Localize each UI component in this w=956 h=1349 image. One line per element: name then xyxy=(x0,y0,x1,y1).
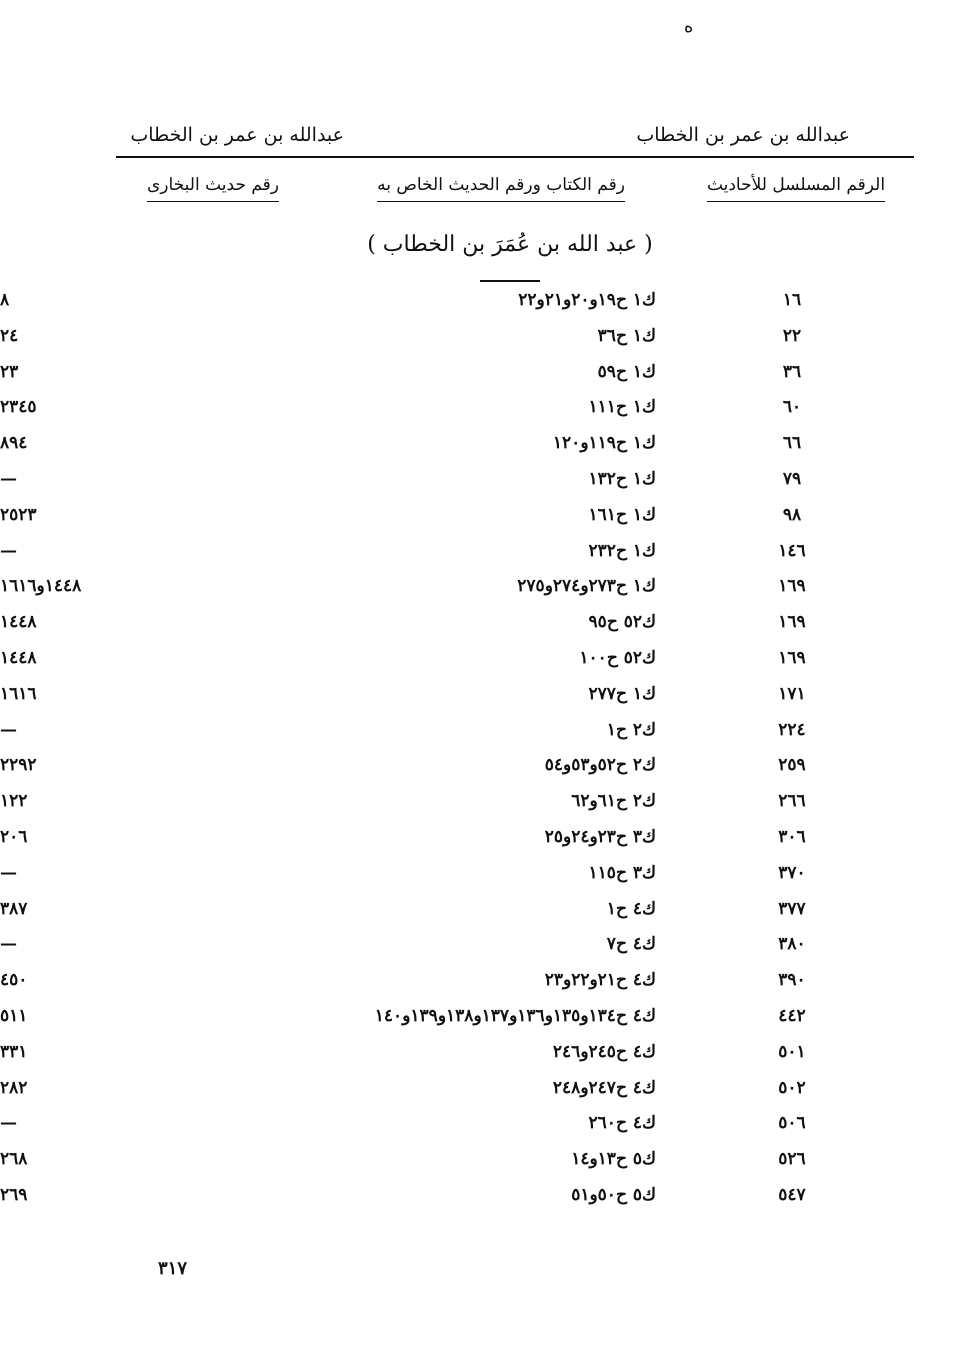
bukhari-number-cell: ٢٦٩ xyxy=(0,1185,28,1205)
bukhari-number-cell: ٢٣ xyxy=(0,361,19,382)
book-ref-cell: ك٤ ح٢٤٧و٢٤٨ xyxy=(552,1077,656,1098)
table-row xyxy=(0,362,956,392)
table-row xyxy=(0,1042,956,1072)
serial-number-cell: ١٦٩ xyxy=(778,612,806,633)
table-row xyxy=(0,899,956,929)
table-row xyxy=(0,1113,956,1143)
header-rule xyxy=(116,156,914,158)
book-ref-cell: ك١ ح١١٩و١٢٠ xyxy=(552,433,656,454)
book-ref-cell: ك١ ح١٩و٢٠و٢١و٢٢ xyxy=(518,290,656,310)
table-row xyxy=(0,541,956,571)
book-ref-cell: ك١ ح١١١ xyxy=(588,397,656,418)
book-ref-cell: ك٢ ح١ xyxy=(606,719,656,740)
bukhari-number-cell: ١٦١٦ xyxy=(0,683,37,704)
top-mark: ه xyxy=(684,16,694,37)
bukhari-number-cell: ٨ xyxy=(0,290,10,310)
column-header-serial xyxy=(706,175,886,202)
serial-number-cell: ١٧١ xyxy=(778,683,806,704)
table-row xyxy=(0,1185,956,1215)
column-header-bukhari-label: رقم حديث البخارى xyxy=(147,175,279,202)
serial-number-cell: ٦٦ xyxy=(782,433,802,454)
table-row xyxy=(0,433,956,463)
bukhari-number-cell: ٢٦٨ xyxy=(0,1149,28,1170)
serial-number-cell: ٢٢٤ xyxy=(778,719,806,740)
table-row xyxy=(0,290,956,320)
serial-number-cell: ٤٤٢ xyxy=(778,1006,806,1026)
bukhari-number-cell: ٢٤ xyxy=(0,325,19,346)
book-ref-cell: ك١ ح١٣٢ xyxy=(588,469,656,489)
bukhari-number-cell: — xyxy=(0,719,17,740)
running-head-left: عبدالله بن عمر بن الخطاب xyxy=(130,124,344,146)
bukhari-number-cell: ١٤٤٨و١٦١٦ xyxy=(0,576,82,597)
bukhari-number-cell: ٢٥٢٣ xyxy=(0,504,37,525)
bukhari-number-cell: ٣٨٧ xyxy=(0,898,28,919)
serial-number-cell: ١٤٦ xyxy=(778,540,806,561)
column-header-book-ref xyxy=(368,175,634,202)
book-ref-cell: ك٤ ح٢٤٥و٢٤٦ xyxy=(552,1041,656,1062)
book-ref-cell: ك٢ ح٦١و٦٢ xyxy=(571,791,656,812)
page-number: ٣١٧ xyxy=(158,1258,188,1279)
bukhari-number-cell: — xyxy=(0,469,17,489)
table-row xyxy=(0,1149,956,1179)
book-ref-cell: ك٥ ح٥٠و٥١ xyxy=(571,1185,656,1205)
table-row xyxy=(0,791,956,821)
table-row xyxy=(0,576,956,606)
book-ref-cell: ك٣ ح٢٣و٢٤و٢٥ xyxy=(544,827,656,847)
serial-number-cell: ٣٠٦ xyxy=(778,827,806,847)
book-ref-cell: ك١ ح٣٦ xyxy=(597,325,656,346)
bukhari-number-cell: ١٤٤٨ xyxy=(0,612,37,633)
book-ref-cell: ك٣ ح١١٥ xyxy=(588,862,656,883)
bukhari-number-cell: — xyxy=(0,862,17,883)
bukhari-number-cell: ١٢٢ xyxy=(0,791,28,812)
serial-number-cell: ١٦ xyxy=(782,290,802,310)
bukhari-number-cell: ٨٩٤ xyxy=(0,433,28,454)
book-ref-cell: ك٤ ح٢٦٠ xyxy=(588,1113,656,1134)
bukhari-number-cell: ٢٠٦ xyxy=(0,827,28,847)
book-ref-cell: ك١ ح٥٩ xyxy=(597,361,656,382)
table-row xyxy=(0,1006,956,1036)
running-head-right: عبدالله بن عمر بن الخطاب xyxy=(636,124,850,146)
book-ref-cell: ك٤ ح١٣٤و١٣٥و١٣٦و١٣٧و١٣٨و١٣٩و١٤٠ xyxy=(374,1006,656,1026)
book-ref-cell: ك١ ح٢٧٧ xyxy=(588,683,656,704)
serial-number-cell: ١٦٩ xyxy=(778,648,806,668)
bukhari-number-cell: ٣٣١ xyxy=(0,1041,28,1062)
bukhari-number-cell: — xyxy=(0,540,17,561)
book-ref-cell: ك٥٢ ح٩٥ xyxy=(588,612,656,633)
table-row xyxy=(0,863,956,893)
book-ref-cell: ك٤ ح٧ xyxy=(606,934,656,955)
table-row xyxy=(0,970,956,1000)
table-row xyxy=(0,469,956,499)
serial-number-cell: ٦٠ xyxy=(782,397,802,418)
serial-number-cell: ٥٠٢ xyxy=(778,1077,806,1098)
serial-number-cell: ٢٥٩ xyxy=(778,755,806,776)
section-title: ( عبد الله بن عُمَرَ بن الخطاب ) xyxy=(367,232,653,257)
column-header-book-ref-label: رقم الكتاب ورقم الحديث الخاص به xyxy=(377,175,625,202)
column-header-bukhari xyxy=(140,175,286,202)
table-row xyxy=(0,648,956,678)
bukhari-number-cell: ١٤٤٨ xyxy=(0,648,37,668)
serial-number-cell: ٣٨٠ xyxy=(778,934,806,955)
table-row xyxy=(0,397,956,427)
bukhari-number-cell: ٤٥٠ xyxy=(0,970,28,991)
bukhari-number-cell: — xyxy=(0,934,17,955)
serial-number-cell: ٢٢ xyxy=(782,325,802,346)
bukhari-number-cell: ٢٨٢ xyxy=(0,1077,28,1098)
serial-number-cell: ٣٧٠ xyxy=(778,862,806,883)
table-row xyxy=(0,827,956,857)
serial-number-cell: ١٦٩ xyxy=(778,576,806,597)
bukhari-number-cell: — xyxy=(0,1113,17,1134)
book-ref-cell: ك١ ح٢٣٢ xyxy=(588,540,656,561)
table-row xyxy=(0,326,956,356)
serial-number-cell: ٥٠٦ xyxy=(778,1113,806,1134)
table-row xyxy=(0,720,956,750)
serial-number-cell: ٣٧٧ xyxy=(778,898,806,919)
column-header-serial-label: الرقم المسلسل للأحاديث xyxy=(707,175,885,202)
bukhari-number-cell: ٢٣٤٥ xyxy=(0,397,37,418)
serial-number-cell: ٥٠١ xyxy=(778,1041,806,1062)
book-ref-cell: ك٤ ح٢١و٢٢و٢٣ xyxy=(544,970,656,991)
serial-number-cell: ٣٩٠ xyxy=(778,970,806,991)
section-rule xyxy=(480,280,540,282)
table-row xyxy=(0,1078,956,1108)
serial-number-cell: ٩٨ xyxy=(782,504,802,525)
book-ref-cell: ك١ ح١٦١ xyxy=(588,504,656,525)
serial-number-cell: ٣٦ xyxy=(782,361,802,382)
table-row xyxy=(0,505,956,535)
table-row xyxy=(0,684,956,714)
serial-number-cell: ٧٩ xyxy=(782,469,802,489)
table-row xyxy=(0,934,956,964)
book-ref-cell: ك١ ح٢٧٣و٢٧٤و٢٧٥ xyxy=(517,576,656,597)
book-ref-cell: ك٥٢ ح١٠٠ xyxy=(579,648,656,668)
serial-number-cell: ٥٢٦ xyxy=(778,1149,806,1170)
book-ref-cell: ك٥ ح١٣و١٤ xyxy=(571,1149,656,1170)
serial-number-cell: ٢٦٦ xyxy=(778,791,806,812)
book-ref-cell: ك٤ ح١ xyxy=(606,898,656,919)
bukhari-number-cell: ٥١١ xyxy=(0,1006,28,1026)
book-ref-cell: ك٢ ح٥٢و٥٣و٥٤ xyxy=(544,755,656,776)
bukhari-number-cell: ٢٢٩٢ xyxy=(0,755,37,776)
table-row xyxy=(0,755,956,785)
table-row xyxy=(0,612,956,642)
serial-number-cell: ٥٤٧ xyxy=(778,1185,806,1205)
